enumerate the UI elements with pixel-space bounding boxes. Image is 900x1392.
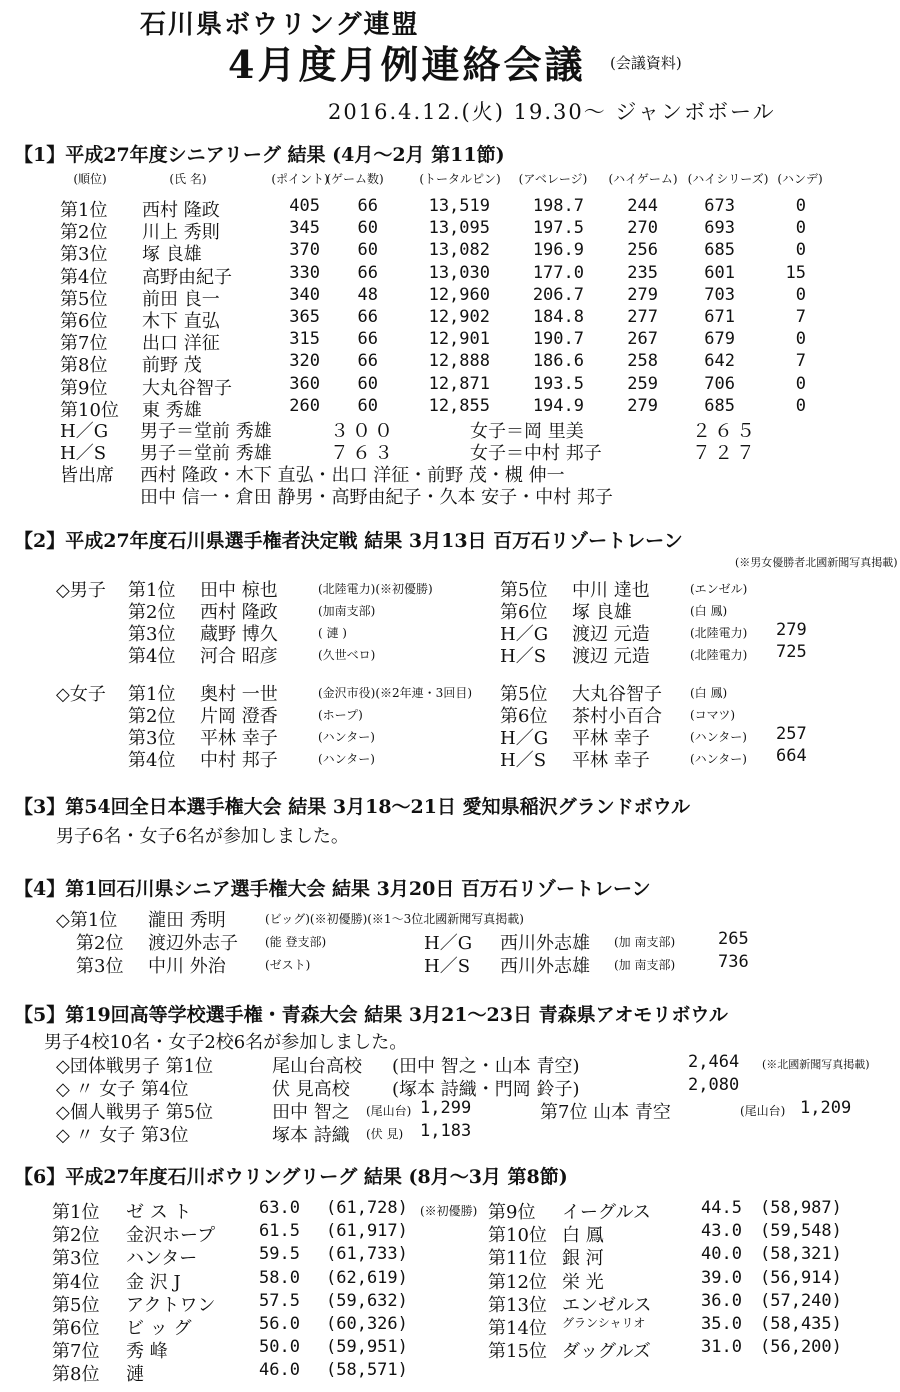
score-value: 664 xyxy=(776,746,807,766)
games-cell: 60 xyxy=(357,373,378,394)
section4-heading: 【4】第1回石川県シニア選手権大会 結果 3月20日 百万石リゾートレーン xyxy=(14,878,651,900)
rank-cell: 第3位 xyxy=(52,1248,100,1270)
name-cell: 川上 秀則 xyxy=(142,222,220,244)
games-cell: 66 xyxy=(357,329,378,350)
total-pins-cell: 12,960 xyxy=(428,284,490,305)
total-pins-cell: (58,987) xyxy=(760,1198,842,1218)
name-cell: 高野由紀子 xyxy=(142,266,232,288)
attendance-label: 皆出席 xyxy=(60,465,114,486)
total-pins-cell: (59,951) xyxy=(326,1337,408,1358)
meeting-dateline: 2016.4.12.(火) 19.30〜 ジャンボボール xyxy=(328,100,776,124)
affiliation: (ビッグ)(※初優勝)(※1〜3位北國新聞写真掲載) xyxy=(265,912,524,926)
total-pins-cell: 13,519 xyxy=(428,196,490,216)
average-cell: 184.8 xyxy=(532,307,584,327)
team-name: 伏 見高校 xyxy=(272,1079,350,1100)
high-series-cell: 685 xyxy=(704,240,735,261)
player-name: 塚 良雄 xyxy=(572,602,632,623)
points-cell: 40.0 xyxy=(701,1244,742,1265)
affiliation: (北陸電力)(※初優勝) xyxy=(318,582,433,596)
points-cell: 58.0 xyxy=(259,1267,300,1288)
section5-line: 男子4校10名・女子2校6名が参加しました。 xyxy=(44,1032,408,1053)
high-series-cell: 706 xyxy=(704,373,735,394)
rank-cell: 第6位 xyxy=(60,311,108,332)
meeting-title: 4月度月例連絡会議 xyxy=(228,42,586,87)
points-cell: 370 xyxy=(289,240,320,261)
rank-cell: 第6位 xyxy=(500,602,548,623)
score-value: 1,299 xyxy=(420,1098,472,1118)
rank-cell: H／S xyxy=(424,956,471,977)
affiliation: (ハンター) xyxy=(690,752,747,766)
player-name: 塚本 詩織 xyxy=(272,1125,350,1146)
total-pins-cell: (60,326) xyxy=(326,1314,408,1334)
rank-cell: 第1位 xyxy=(60,200,108,221)
rank-cell: 第4位 xyxy=(128,750,176,771)
affiliation: (久世ベロ) xyxy=(318,648,376,662)
total-pins-cell: 12,902 xyxy=(428,307,490,327)
high-series-cell: 671 xyxy=(704,307,735,327)
name-cell: 西村 隆政 xyxy=(142,200,220,221)
rank-cell: 第2位 xyxy=(128,602,176,623)
total-pins-cell: (56,914) xyxy=(760,1267,842,1288)
affiliation: (エンゼル) xyxy=(690,582,748,596)
handicap-cell: 0 xyxy=(795,329,806,350)
handicap-cell: 0 xyxy=(795,218,806,239)
rank-cell: 第1位 xyxy=(128,580,176,601)
handicap-cell: 0 xyxy=(795,284,806,305)
handicap-cell: 0 xyxy=(795,373,806,394)
high-game-cell: 258 xyxy=(627,351,658,372)
rank-cell: 第2位 xyxy=(60,222,108,244)
meeting-subtitle: (会議資料) xyxy=(610,54,682,72)
points-cell: 405 xyxy=(289,196,320,216)
score-value: 725 xyxy=(776,642,807,662)
player-name: 平林 幸子 xyxy=(572,728,650,749)
high-series-cell: 601 xyxy=(704,262,735,283)
player-name: 田中 椋也 xyxy=(200,580,278,601)
hg-men: 男子＝堂前 秀雄 xyxy=(140,421,272,442)
team-name: 尾山台高校 xyxy=(272,1056,362,1077)
rank-cell: 第10位 xyxy=(60,399,119,421)
points-cell: 365 xyxy=(289,307,320,327)
name-cell: 東 秀雄 xyxy=(142,399,202,421)
average-cell: 206.7 xyxy=(532,284,584,305)
rank-cell: 第10位 xyxy=(488,1225,547,1247)
affiliation: (ゼスト) xyxy=(265,958,311,972)
column-header: (ハイゲーム) xyxy=(608,172,678,186)
event-rank: ◇ 〃 女子 第4位 xyxy=(56,1079,189,1100)
points-cell: 36.0 xyxy=(701,1290,742,1311)
average-cell: 198.7 xyxy=(532,196,584,216)
rank-cell: 第1位 xyxy=(52,1202,100,1223)
player-name: 渡辺外志子 xyxy=(148,933,238,954)
player-name: 渡辺 元造 xyxy=(572,624,650,645)
total-pins-cell: 12,901 xyxy=(428,329,490,350)
games-cell: 48 xyxy=(357,284,378,305)
player-name: 奥村 一世 xyxy=(200,684,278,705)
average-cell: 197.5 xyxy=(532,218,584,239)
section2-note: (※男女優勝者北國新聞写真掲載) xyxy=(735,556,898,569)
total-pins-cell: (58,321) xyxy=(760,1244,842,1265)
team-name: 銀 河 xyxy=(562,1248,604,1270)
points-cell: 345 xyxy=(289,218,320,239)
hg-women: 女子＝岡 里美 xyxy=(470,421,584,442)
total-pins-cell: (62,619) xyxy=(326,1267,408,1288)
player-name: 河合 昭彦 xyxy=(200,646,278,667)
rank-cell: 第13位 xyxy=(488,1294,547,1316)
attendance-line-2: 田中 信一・倉田 静男・高野由紀子・久本 安子・中村 邦子 xyxy=(140,487,613,508)
affiliation: (北陸電力) xyxy=(690,626,748,640)
hg-men-score: ３００ xyxy=(330,420,397,442)
hs-men: 男子＝堂前 秀雄 xyxy=(140,443,272,464)
games-cell: 66 xyxy=(357,307,378,327)
handicap-cell: 0 xyxy=(795,395,806,416)
player-name: 渡辺 元造 xyxy=(572,646,650,667)
score-value: 279 xyxy=(776,620,807,640)
affiliation: (ホープ) xyxy=(318,708,363,722)
high-game-cell: 235 xyxy=(627,262,658,283)
points-cell: 260 xyxy=(289,395,320,416)
rank-cell: 第1位 xyxy=(128,684,176,705)
high-game-cell: 279 xyxy=(627,395,658,416)
high-game-cell: 279 xyxy=(627,284,658,305)
rank-cell: 第8位 xyxy=(52,1364,100,1386)
games-cell: 60 xyxy=(357,218,378,239)
player-name: 平林 幸子 xyxy=(572,750,650,771)
handicap-cell: 0 xyxy=(795,196,806,216)
rank-cell: 第6位 xyxy=(52,1318,100,1339)
rank-cell: 第15位 xyxy=(488,1341,547,1363)
player-name: 中川 外治 xyxy=(148,956,226,977)
column-header: (トータルピン) xyxy=(419,172,501,186)
player-name: 片岡 澄香 xyxy=(200,706,278,727)
rank-cell: 第4位 xyxy=(128,646,176,667)
affiliation: (北陸電力) xyxy=(690,648,748,662)
high-series-cell: 673 xyxy=(704,196,735,216)
section1-heading: 【1】平成27年度シニアリーグ 結果 (4月〜2月 第11節) xyxy=(14,144,505,166)
high-series-cell: 642 xyxy=(704,351,735,372)
column-header: (氏 名) xyxy=(169,172,207,186)
points-cell: 340 xyxy=(289,284,320,305)
team-name: 漣 xyxy=(126,1364,144,1386)
women-label: ◇女子 xyxy=(56,684,106,705)
team-name: 金沢ホープ xyxy=(126,1225,216,1247)
attendance-line-1: 西村 隆政・木下 直弘・出口 洋征・前野 茂・槻 伸一 xyxy=(140,465,565,486)
games-cell: 66 xyxy=(357,351,378,372)
points-cell: 315 xyxy=(289,329,320,350)
total-pins-cell: 12,871 xyxy=(428,373,490,394)
column-header: (順位) xyxy=(73,172,107,186)
hg-label: H／G xyxy=(60,421,109,442)
score-value: 257 xyxy=(776,724,807,744)
rank-cell: 第2位 xyxy=(128,706,176,727)
high-series-cell: 679 xyxy=(704,329,735,350)
column-header: (アベレージ) xyxy=(518,172,588,186)
affiliation: (白 鳳) xyxy=(690,604,728,618)
team-name: アクトワン xyxy=(126,1294,216,1316)
player-name: 中村 邦子 xyxy=(200,750,278,771)
rank-cell: 第4位 xyxy=(60,266,108,288)
rank-cell: 第5位 xyxy=(500,684,548,705)
note: (※初優勝) xyxy=(420,1204,478,1218)
affiliation: (伏 見) xyxy=(366,1127,404,1141)
high-game-cell: 270 xyxy=(627,218,658,239)
score-value: 2,080 xyxy=(688,1075,740,1095)
team-name: エンゼルス xyxy=(562,1294,652,1316)
average-cell: 196.9 xyxy=(532,240,584,261)
total-pins-cell: (58,571) xyxy=(326,1360,408,1381)
hs-men-score: ７６３ xyxy=(330,442,397,464)
games-cell: 60 xyxy=(357,240,378,261)
player-name: 西川外志雄 xyxy=(500,956,590,977)
team-name: イーグルス xyxy=(562,1202,651,1223)
hs-women-score: ７２７ xyxy=(692,442,759,464)
event-rank: ◇団体戦男子 第1位 xyxy=(56,1056,214,1077)
team-name: ハンター xyxy=(126,1248,198,1270)
points-cell: 57.5 xyxy=(259,1290,300,1311)
points-cell: 43.0 xyxy=(701,1221,742,1242)
rank-cell: 第9位 xyxy=(60,377,108,399)
points-cell: 35.0 xyxy=(701,1314,742,1334)
affiliation: (加 南支部) xyxy=(614,935,676,949)
points-cell: 320 xyxy=(289,351,320,372)
affiliation: (金沢市役)(※2年連・3回目) xyxy=(318,686,472,700)
score-value: 265 xyxy=(718,929,749,949)
rank-cell: H／G xyxy=(500,624,549,645)
team-name: ダッグルズ xyxy=(562,1341,651,1363)
handicap-cell: 7 xyxy=(795,351,806,372)
rank-cell: 第7位 xyxy=(52,1341,100,1363)
player-name: 茶村小百合 xyxy=(572,706,662,727)
rank-cell: ◇第1位 xyxy=(56,910,118,931)
games-cell: 66 xyxy=(357,262,378,283)
games-cell: 66 xyxy=(357,196,378,216)
average-cell: 190.7 xyxy=(532,329,584,350)
high-game-cell: 277 xyxy=(627,307,658,327)
column-header: (ポイント) xyxy=(271,172,329,186)
affiliation: (尾山台) xyxy=(366,1104,412,1118)
affiliation: (尾山台) xyxy=(740,1104,786,1118)
rank-cell: 第8位 xyxy=(60,355,108,377)
rank-cell: H／S xyxy=(500,646,547,667)
rank-cell: 第3位 xyxy=(128,624,176,645)
affiliation: (加 南支部) xyxy=(614,958,676,972)
rank-cell: 第5位 xyxy=(52,1294,100,1316)
total-pins-cell: 12,855 xyxy=(428,395,490,416)
affiliation: (ハンター) xyxy=(318,730,375,744)
points-cell: 360 xyxy=(289,373,320,394)
points-cell: 46.0 xyxy=(259,1360,300,1381)
average-cell: 186.6 xyxy=(532,351,584,372)
points-cell: 56.0 xyxy=(259,1314,300,1334)
total-pins-cell: (61,917) xyxy=(326,1221,408,1242)
score-value: 2,464 xyxy=(688,1052,740,1072)
high-game-cell: 259 xyxy=(627,373,658,394)
team-name: グランシャリオ xyxy=(562,1316,646,1330)
event-rank: 第7位 山本 青空 xyxy=(540,1102,671,1123)
rank-cell: 第14位 xyxy=(488,1318,547,1339)
name-cell: 塚 良雄 xyxy=(142,244,202,266)
rank-cell: 第3位 xyxy=(60,244,108,266)
rank-cell: 第2位 xyxy=(76,933,124,954)
score-value: 1,209 xyxy=(800,1098,852,1118)
points-cell: 50.0 xyxy=(259,1337,300,1358)
score-value: 736 xyxy=(718,952,749,972)
total-pins-cell: 13,082 xyxy=(428,240,490,261)
affiliation: (白 鳳) xyxy=(690,686,728,700)
high-series-cell: 685 xyxy=(704,395,735,416)
team-name: 秀 峰 xyxy=(126,1341,168,1363)
player-name: 西川外志雄 xyxy=(500,933,590,954)
rank-cell: H／G xyxy=(500,728,549,749)
rank-cell: 第4位 xyxy=(52,1271,100,1293)
column-header: (ハンデ) xyxy=(777,172,823,186)
affiliation: (加南支部) xyxy=(318,604,376,618)
rank-cell: H／S xyxy=(500,750,547,771)
handicap-cell: 0 xyxy=(795,240,806,261)
rank-cell: 第11位 xyxy=(488,1248,547,1270)
player-name: 蔵野 博久 xyxy=(200,624,278,645)
team-name: ビ ッ グ xyxy=(126,1318,192,1339)
total-pins-cell: 13,030 xyxy=(428,262,490,283)
player-name: 大丸谷智子 xyxy=(572,684,662,705)
total-pins-cell: (57,240) xyxy=(760,1290,842,1311)
section6-heading: 【6】平成27年度石川ボウリングリーグ 結果 (8月〜3月 第8節) xyxy=(14,1166,568,1188)
high-series-cell: 693 xyxy=(704,218,735,239)
rank-cell: 第12位 xyxy=(488,1271,547,1293)
average-cell: 194.9 xyxy=(532,395,584,416)
team-members: (田中 智之・山本 青空) xyxy=(392,1056,580,1077)
hs-women: 女子＝中村 邦子 xyxy=(470,443,602,464)
total-pins-cell: (59,632) xyxy=(326,1290,408,1311)
score-value: 1,183 xyxy=(420,1121,472,1141)
high-game-cell: 256 xyxy=(627,240,658,261)
player-name: 瀧田 秀明 xyxy=(148,910,226,931)
section2-heading: 【2】平成27年度石川県選手権者決定戦 結果 3月13日 百万石リゾートレーン xyxy=(14,530,683,552)
points-cell: 61.5 xyxy=(259,1221,300,1242)
organization-name: 石川県ボウリング連盟 xyxy=(140,10,420,40)
total-pins-cell: (61,733) xyxy=(326,1244,408,1265)
average-cell: 177.0 xyxy=(532,262,584,283)
name-cell: 前田 良一 xyxy=(142,288,220,310)
team-name: 白 鳳 xyxy=(562,1225,604,1247)
points-cell: 59.5 xyxy=(259,1244,300,1265)
rank-cell: 第5位 xyxy=(500,580,548,601)
hg-women-score: ２６５ xyxy=(692,420,759,442)
team-name: ゼ ス ト xyxy=(126,1202,192,1223)
average-cell: 193.5 xyxy=(532,373,584,394)
rank-cell: 第3位 xyxy=(128,728,176,749)
section3-line: 男子6名・女子6名が参加しました。 xyxy=(56,826,349,847)
points-cell: 39.0 xyxy=(701,1267,742,1288)
handicap-cell: 15 xyxy=(785,262,806,283)
high-game-cell: 244 xyxy=(627,196,658,216)
total-pins-cell: (56,200) xyxy=(760,1337,842,1358)
handicap-cell: 7 xyxy=(795,307,806,327)
team-name: 金 沢 J xyxy=(126,1271,181,1293)
rank-cell: 第9位 xyxy=(488,1202,536,1223)
men-label: ◇男子 xyxy=(56,580,106,601)
event-rank: ◇ 〃 女子 第3位 xyxy=(56,1125,189,1146)
hs-label: H／S xyxy=(60,443,107,464)
team-name: 栄 光 xyxy=(562,1271,604,1293)
points-cell: 330 xyxy=(289,262,320,283)
affiliation: (コマツ) xyxy=(690,708,736,722)
rank-cell: 第7位 xyxy=(60,333,108,355)
games-cell: 60 xyxy=(357,395,378,416)
rank-cell: 第3位 xyxy=(76,956,124,977)
rank-cell: H／G xyxy=(424,933,473,954)
total-pins-cell: 12,888 xyxy=(428,351,490,372)
note: (※北國新聞写真掲載) xyxy=(762,1058,870,1071)
column-header: (ゲーム数) xyxy=(326,172,384,186)
name-cell: 大丸谷智子 xyxy=(142,377,232,399)
points-cell: 44.5 xyxy=(701,1198,742,1218)
player-name: 中川 達也 xyxy=(572,580,650,601)
column-header: (ハイシリーズ) xyxy=(687,172,769,186)
team-members: (塚本 詩織・門岡 鈴子) xyxy=(392,1079,580,1100)
points-cell: 31.0 xyxy=(701,1337,742,1358)
affiliation: (能 登支部) xyxy=(265,935,327,949)
total-pins-cell: (61,728) xyxy=(326,1198,408,1218)
player-name: 田中 智之 xyxy=(272,1102,350,1123)
points-cell: 63.0 xyxy=(259,1198,300,1218)
rank-cell: 第2位 xyxy=(52,1225,100,1247)
event-rank: ◇個人戦男子 第5位 xyxy=(56,1102,214,1123)
rank-cell: 第5位 xyxy=(60,288,108,310)
total-pins-cell: 13,095 xyxy=(428,218,490,239)
player-name: 平林 幸子 xyxy=(200,728,278,749)
rank-cell: 第6位 xyxy=(500,706,548,727)
section5-heading: 【5】第19回高等学校選手権・青森大会 結果 3月21〜23日 青森県アオモリボウル xyxy=(14,1004,728,1026)
affiliation: ( 漣 ) xyxy=(318,626,347,640)
affiliation: (ハンター) xyxy=(318,752,375,766)
high-game-cell: 267 xyxy=(627,329,658,350)
section3-heading: 【3】第54回全日本選手権大会 結果 3月18〜21日 愛知県稲沢グランドボウル xyxy=(14,796,691,818)
total-pins-cell: (59,548) xyxy=(760,1221,842,1242)
name-cell: 出口 洋征 xyxy=(142,333,220,355)
total-pins-cell: (58,435) xyxy=(760,1314,842,1334)
player-name: 西村 隆政 xyxy=(200,602,278,623)
affiliation: (ハンター) xyxy=(690,730,747,744)
name-cell: 前野 茂 xyxy=(142,355,202,377)
high-series-cell: 703 xyxy=(704,284,735,305)
name-cell: 木下 直弘 xyxy=(142,311,220,332)
